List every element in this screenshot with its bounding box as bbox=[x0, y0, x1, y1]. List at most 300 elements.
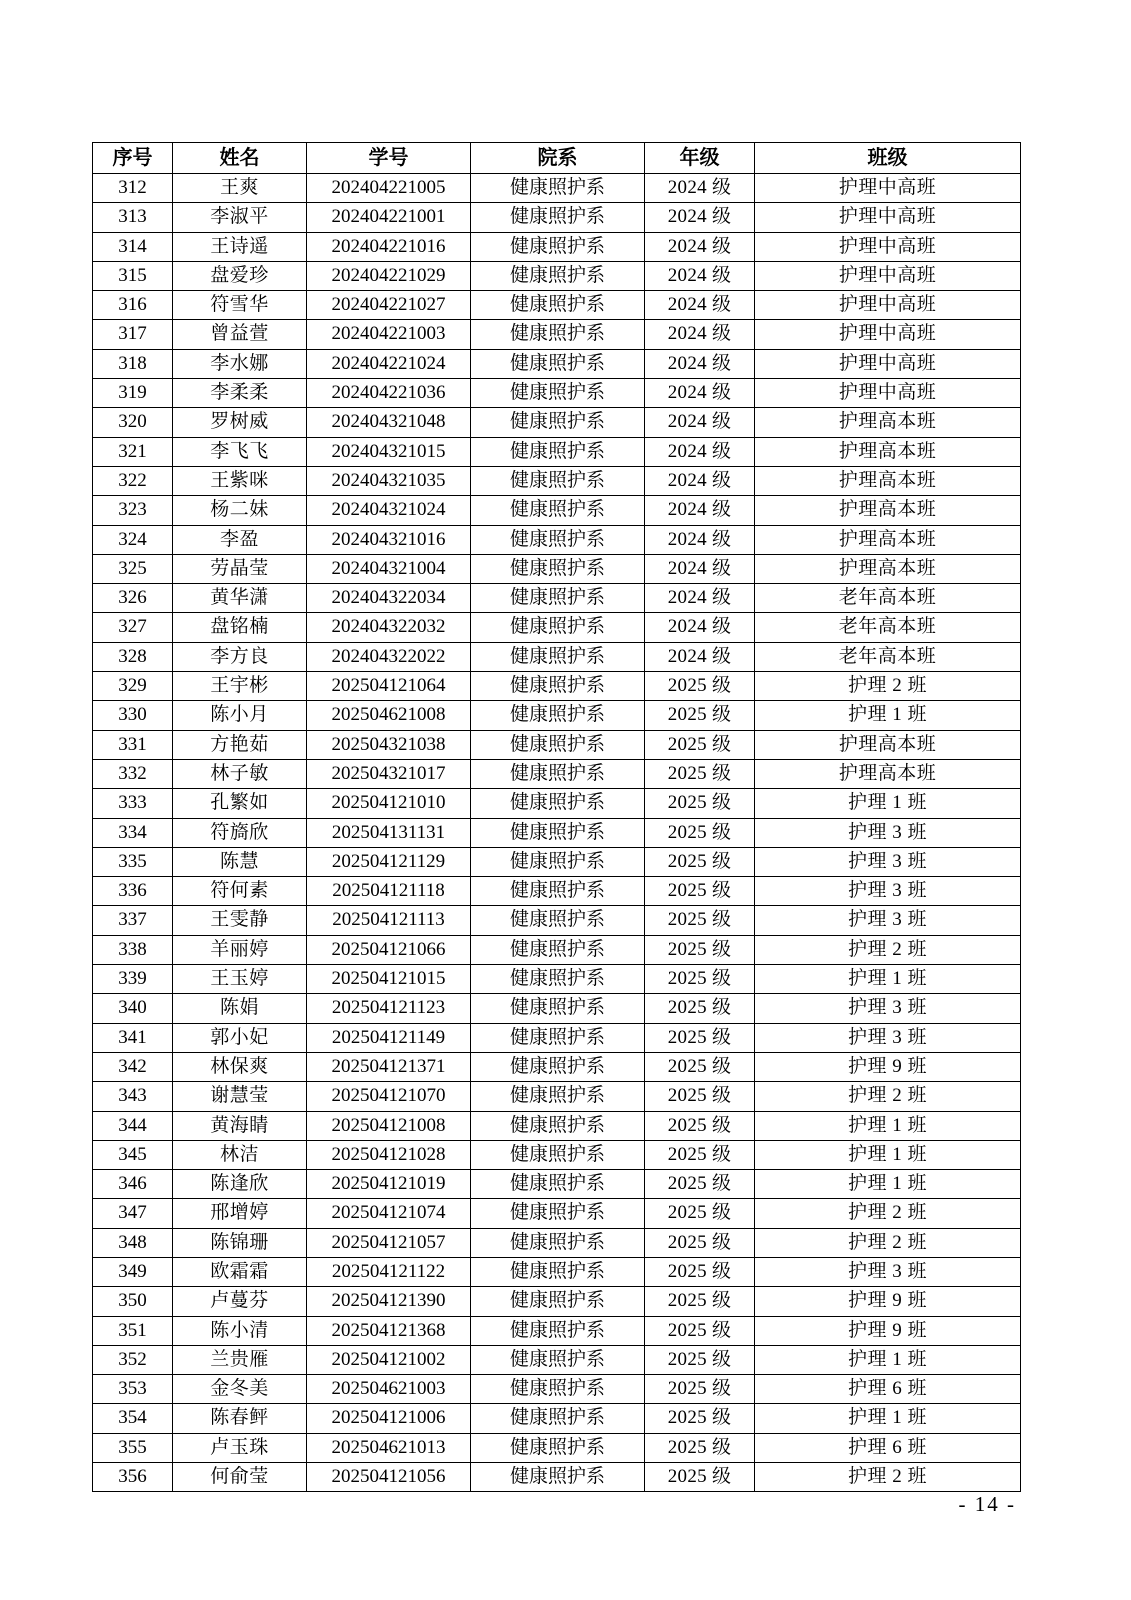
cell-grade: 2024 级 bbox=[645, 174, 755, 203]
table-row bbox=[93, 1111, 1021, 1140]
table-row bbox=[93, 1404, 1021, 1433]
cell-class: 护理 3 班 bbox=[755, 847, 1021, 876]
cell-class: 护理 2 班 bbox=[755, 1228, 1021, 1257]
cell-name: 方艳茹 bbox=[173, 730, 307, 759]
cell-department: 健康照护系 bbox=[471, 1345, 645, 1374]
cell-index: 316 bbox=[93, 291, 173, 320]
cell-index: 337 bbox=[93, 906, 173, 935]
cell-student-id: 202504121066 bbox=[307, 935, 471, 964]
cell-department: 健康照护系 bbox=[471, 349, 645, 378]
cell-index: 330 bbox=[93, 701, 173, 730]
roster-table-container bbox=[92, 142, 1020, 1492]
cell-index: 323 bbox=[93, 496, 173, 525]
table-row bbox=[93, 994, 1021, 1023]
cell-grade: 2024 级 bbox=[645, 408, 755, 437]
cell-index: 352 bbox=[93, 1345, 173, 1374]
cell-student-id: 202504621003 bbox=[307, 1375, 471, 1404]
cell-student-id: 202404221029 bbox=[307, 261, 471, 290]
cell-student-id: 202504121057 bbox=[307, 1228, 471, 1257]
table-row bbox=[93, 232, 1021, 261]
table-row bbox=[93, 1140, 1021, 1169]
cell-class: 护理 1 班 bbox=[755, 1111, 1021, 1140]
table-row bbox=[93, 847, 1021, 876]
cell-department: 健康照护系 bbox=[471, 877, 645, 906]
cell-grade: 2025 级 bbox=[645, 1375, 755, 1404]
table-row bbox=[93, 1199, 1021, 1228]
cell-class: 护理 9 班 bbox=[755, 1316, 1021, 1345]
cell-index: 327 bbox=[93, 613, 173, 642]
cell-name: 邢增婷 bbox=[173, 1199, 307, 1228]
cell-grade: 2025 级 bbox=[645, 730, 755, 759]
cell-department: 健康照护系 bbox=[471, 1199, 645, 1228]
cell-grade: 2024 级 bbox=[645, 203, 755, 232]
cell-name: 曾益萱 bbox=[173, 320, 307, 349]
cell-class: 护理中高班 bbox=[755, 379, 1021, 408]
cell-index: 331 bbox=[93, 730, 173, 759]
cell-student-id: 202404221027 bbox=[307, 291, 471, 320]
cell-grade: 2025 级 bbox=[645, 965, 755, 994]
cell-class: 护理 2 班 bbox=[755, 1082, 1021, 1111]
cell-index: 353 bbox=[93, 1375, 173, 1404]
cell-student-id: 202504121118 bbox=[307, 877, 471, 906]
cell-name: 符旖欣 bbox=[173, 818, 307, 847]
cell-student-id: 202504121122 bbox=[307, 1257, 471, 1286]
cell-grade: 2024 级 bbox=[645, 613, 755, 642]
cell-class: 护理中高班 bbox=[755, 349, 1021, 378]
table-row bbox=[93, 1257, 1021, 1286]
cell-department: 健康照护系 bbox=[471, 1111, 645, 1140]
table-header-row bbox=[93, 143, 1021, 174]
cell-department: 健康照护系 bbox=[471, 1375, 645, 1404]
table-row bbox=[93, 466, 1021, 495]
table-row bbox=[93, 672, 1021, 701]
cell-grade: 2024 级 bbox=[645, 437, 755, 466]
cell-index: 356 bbox=[93, 1463, 173, 1492]
cell-class: 护理 3 班 bbox=[755, 906, 1021, 935]
cell-grade: 2025 级 bbox=[645, 935, 755, 964]
cell-name: 欧霜霜 bbox=[173, 1257, 307, 1286]
cell-class: 护理 3 班 bbox=[755, 877, 1021, 906]
cell-name: 罗树威 bbox=[173, 408, 307, 437]
cell-student-id: 202404322034 bbox=[307, 584, 471, 613]
cell-class: 护理 6 班 bbox=[755, 1375, 1021, 1404]
table-row bbox=[93, 584, 1021, 613]
cell-index: 326 bbox=[93, 584, 173, 613]
table-row bbox=[93, 935, 1021, 964]
cell-department: 健康照护系 bbox=[471, 554, 645, 583]
table-row bbox=[93, 349, 1021, 378]
cell-name: 王宇彬 bbox=[173, 672, 307, 701]
cell-class: 护理 3 班 bbox=[755, 1023, 1021, 1052]
table-row bbox=[93, 320, 1021, 349]
cell-department: 健康照护系 bbox=[471, 642, 645, 671]
cell-index: 354 bbox=[93, 1404, 173, 1433]
cell-student-id: 202504121028 bbox=[307, 1140, 471, 1169]
cell-name: 符何素 bbox=[173, 877, 307, 906]
cell-class: 护理 6 班 bbox=[755, 1433, 1021, 1462]
cell-student-id: 202504121129 bbox=[307, 847, 471, 876]
cell-grade: 2025 级 bbox=[645, 1316, 755, 1345]
cell-class: 护理高本班 bbox=[755, 466, 1021, 495]
cell-name: 陈逢欣 bbox=[173, 1170, 307, 1199]
table-body bbox=[93, 174, 1021, 1492]
table-row bbox=[93, 789, 1021, 818]
table-row bbox=[93, 1082, 1021, 1111]
table-row bbox=[93, 261, 1021, 290]
cell-student-id: 202404321015 bbox=[307, 437, 471, 466]
cell-name: 陈春鲆 bbox=[173, 1404, 307, 1433]
cell-student-id: 202404322022 bbox=[307, 642, 471, 671]
cell-name: 李盈 bbox=[173, 525, 307, 554]
cell-grade: 2025 级 bbox=[645, 1170, 755, 1199]
table-row bbox=[93, 1228, 1021, 1257]
cell-class: 护理 1 班 bbox=[755, 789, 1021, 818]
cell-grade: 2025 级 bbox=[645, 994, 755, 1023]
cell-class: 护理 1 班 bbox=[755, 965, 1021, 994]
cell-class: 老年高本班 bbox=[755, 584, 1021, 613]
cell-name: 黄华潇 bbox=[173, 584, 307, 613]
cell-name: 何俞莹 bbox=[173, 1463, 307, 1492]
cell-grade: 2025 级 bbox=[645, 877, 755, 906]
cell-index: 328 bbox=[93, 642, 173, 671]
cell-department: 健康照护系 bbox=[471, 320, 645, 349]
cell-index: 325 bbox=[93, 554, 173, 583]
table-row bbox=[93, 1287, 1021, 1316]
cell-name: 符雪华 bbox=[173, 291, 307, 320]
cell-index: 336 bbox=[93, 877, 173, 906]
cell-name: 王玉婷 bbox=[173, 965, 307, 994]
cell-student-id: 202404221024 bbox=[307, 349, 471, 378]
cell-student-id: 202404321016 bbox=[307, 525, 471, 554]
cell-class: 护理高本班 bbox=[755, 730, 1021, 759]
cell-student-id: 202504121010 bbox=[307, 789, 471, 818]
cell-index: 335 bbox=[93, 847, 173, 876]
cell-index: 322 bbox=[93, 466, 173, 495]
table-header bbox=[93, 143, 1021, 174]
cell-class: 护理中高班 bbox=[755, 174, 1021, 203]
cell-student-id: 202504121008 bbox=[307, 1111, 471, 1140]
cell-grade: 2024 级 bbox=[645, 554, 755, 583]
table-row bbox=[93, 730, 1021, 759]
cell-grade: 2024 级 bbox=[645, 466, 755, 495]
cell-grade: 2024 级 bbox=[645, 261, 755, 290]
cell-department: 健康照护系 bbox=[471, 847, 645, 876]
cell-class: 护理中高班 bbox=[755, 320, 1021, 349]
cell-department: 健康照护系 bbox=[471, 261, 645, 290]
cell-index: 319 bbox=[93, 379, 173, 408]
table-row bbox=[93, 1463, 1021, 1492]
cell-student-id: 202504621013 bbox=[307, 1433, 471, 1462]
student-roster-table bbox=[92, 142, 1021, 1492]
cell-grade: 2025 级 bbox=[645, 789, 755, 818]
cell-index: 315 bbox=[93, 261, 173, 290]
cell-student-id: 202404322032 bbox=[307, 613, 471, 642]
table-row bbox=[93, 379, 1021, 408]
cell-grade: 2024 级 bbox=[645, 584, 755, 613]
cell-class: 护理 2 班 bbox=[755, 1463, 1021, 1492]
cell-name: 兰贵雁 bbox=[173, 1345, 307, 1374]
cell-department: 健康照护系 bbox=[471, 701, 645, 730]
cell-name: 黄海睛 bbox=[173, 1111, 307, 1140]
cell-department: 健康照护系 bbox=[471, 1433, 645, 1462]
cell-class: 护理 1 班 bbox=[755, 1140, 1021, 1169]
cell-grade: 2025 级 bbox=[645, 1287, 755, 1316]
cell-grade: 2024 级 bbox=[645, 642, 755, 671]
cell-index: 329 bbox=[93, 672, 173, 701]
cell-grade: 2025 级 bbox=[645, 1199, 755, 1228]
cell-index: 346 bbox=[93, 1170, 173, 1199]
cell-index: 320 bbox=[93, 408, 173, 437]
cell-name: 林洁 bbox=[173, 1140, 307, 1169]
table-row bbox=[93, 291, 1021, 320]
cell-name: 王紫咪 bbox=[173, 466, 307, 495]
cell-grade: 2025 级 bbox=[645, 672, 755, 701]
cell-student-id: 202504121019 bbox=[307, 1170, 471, 1199]
cell-student-id: 202404321004 bbox=[307, 554, 471, 583]
cell-department: 健康照护系 bbox=[471, 1287, 645, 1316]
cell-name: 李水娜 bbox=[173, 349, 307, 378]
cell-grade: 2025 级 bbox=[645, 701, 755, 730]
cell-class: 护理 9 班 bbox=[755, 1287, 1021, 1316]
cell-name: 谢慧莹 bbox=[173, 1082, 307, 1111]
cell-student-id: 202404321048 bbox=[307, 408, 471, 437]
cell-department: 健康照护系 bbox=[471, 1228, 645, 1257]
cell-name: 羊丽婷 bbox=[173, 935, 307, 964]
cell-index: 343 bbox=[93, 1082, 173, 1111]
cell-department: 健康照护系 bbox=[471, 1316, 645, 1345]
cell-grade: 2025 级 bbox=[645, 1433, 755, 1462]
cell-department: 健康照护系 bbox=[471, 789, 645, 818]
cell-department: 健康照护系 bbox=[471, 1404, 645, 1433]
cell-class: 护理高本班 bbox=[755, 496, 1021, 525]
column-header-student-id: 学号 bbox=[307, 143, 471, 174]
cell-class: 护理 2 班 bbox=[755, 935, 1021, 964]
cell-name: 盘铭楠 bbox=[173, 613, 307, 642]
cell-department: 健康照护系 bbox=[471, 408, 645, 437]
cell-index: 348 bbox=[93, 1228, 173, 1257]
cell-class: 护理 2 班 bbox=[755, 672, 1021, 701]
cell-name: 卢玉珠 bbox=[173, 1433, 307, 1462]
cell-department: 健康照护系 bbox=[471, 379, 645, 408]
cell-student-id: 202404321024 bbox=[307, 496, 471, 525]
cell-index: 332 bbox=[93, 759, 173, 788]
cell-department: 健康照护系 bbox=[471, 935, 645, 964]
cell-grade: 2025 级 bbox=[645, 1228, 755, 1257]
table-row bbox=[93, 1433, 1021, 1462]
cell-class: 护理 3 班 bbox=[755, 818, 1021, 847]
table-row bbox=[93, 613, 1021, 642]
cell-student-id: 202504121002 bbox=[307, 1345, 471, 1374]
cell-name: 陈慧 bbox=[173, 847, 307, 876]
page-number: - 14 - bbox=[958, 1492, 1016, 1516]
cell-name: 陈小清 bbox=[173, 1316, 307, 1345]
column-header-index: 序号 bbox=[93, 143, 173, 174]
cell-grade: 2025 级 bbox=[645, 759, 755, 788]
cell-name: 王诗遥 bbox=[173, 232, 307, 261]
cell-index: 313 bbox=[93, 203, 173, 232]
cell-grade: 2025 级 bbox=[645, 1345, 755, 1374]
cell-name: 陈小月 bbox=[173, 701, 307, 730]
table-row bbox=[93, 525, 1021, 554]
cell-department: 健康照护系 bbox=[471, 994, 645, 1023]
cell-student-id: 202504131131 bbox=[307, 818, 471, 847]
cell-grade: 2024 级 bbox=[645, 525, 755, 554]
cell-class: 护理 9 班 bbox=[755, 1052, 1021, 1081]
table-row bbox=[93, 408, 1021, 437]
cell-name: 孔繁如 bbox=[173, 789, 307, 818]
cell-department: 健康照护系 bbox=[471, 1052, 645, 1081]
cell-class: 护理 1 班 bbox=[755, 1404, 1021, 1433]
cell-name: 杨二妹 bbox=[173, 496, 307, 525]
cell-grade: 2024 级 bbox=[645, 291, 755, 320]
cell-grade: 2025 级 bbox=[645, 1052, 755, 1081]
cell-department: 健康照护系 bbox=[471, 1082, 645, 1111]
cell-name: 金冬美 bbox=[173, 1375, 307, 1404]
cell-name: 李飞飞 bbox=[173, 437, 307, 466]
cell-name: 李柔柔 bbox=[173, 379, 307, 408]
table-row bbox=[93, 1345, 1021, 1374]
cell-student-id: 202504121064 bbox=[307, 672, 471, 701]
cell-index: 333 bbox=[93, 789, 173, 818]
cell-index: 342 bbox=[93, 1052, 173, 1081]
cell-department: 健康照护系 bbox=[471, 906, 645, 935]
cell-grade: 2025 级 bbox=[645, 906, 755, 935]
cell-department: 健康照护系 bbox=[471, 613, 645, 642]
cell-class: 护理高本班 bbox=[755, 437, 1021, 466]
cell-class: 护理中高班 bbox=[755, 203, 1021, 232]
cell-class: 护理 2 班 bbox=[755, 1199, 1021, 1228]
cell-grade: 2024 级 bbox=[645, 232, 755, 261]
cell-department: 健康照护系 bbox=[471, 1140, 645, 1169]
cell-class: 护理高本班 bbox=[755, 525, 1021, 554]
cell-department: 健康照护系 bbox=[471, 730, 645, 759]
cell-department: 健康照护系 bbox=[471, 965, 645, 994]
cell-index: 318 bbox=[93, 349, 173, 378]
cell-class: 老年高本班 bbox=[755, 613, 1021, 642]
cell-department: 健康照护系 bbox=[471, 291, 645, 320]
cell-class: 老年高本班 bbox=[755, 642, 1021, 671]
cell-grade: 2025 级 bbox=[645, 1404, 755, 1433]
cell-student-id: 202404221005 bbox=[307, 174, 471, 203]
table-row bbox=[93, 818, 1021, 847]
cell-index: 344 bbox=[93, 1111, 173, 1140]
cell-student-id: 202504121056 bbox=[307, 1463, 471, 1492]
cell-grade: 2024 级 bbox=[645, 379, 755, 408]
cell-grade: 2025 级 bbox=[645, 1463, 755, 1492]
cell-class: 护理 3 班 bbox=[755, 994, 1021, 1023]
cell-index: 345 bbox=[93, 1140, 173, 1169]
cell-index: 321 bbox=[93, 437, 173, 466]
table-row bbox=[93, 1052, 1021, 1081]
cell-department: 健康照护系 bbox=[471, 437, 645, 466]
cell-index: 341 bbox=[93, 1023, 173, 1052]
cell-class: 护理高本班 bbox=[755, 759, 1021, 788]
cell-student-id: 202504121149 bbox=[307, 1023, 471, 1052]
cell-department: 健康照护系 bbox=[471, 672, 645, 701]
cell-grade: 2025 级 bbox=[645, 1140, 755, 1169]
cell-index: 324 bbox=[93, 525, 173, 554]
column-header-department: 院系 bbox=[471, 143, 645, 174]
cell-name: 王爽 bbox=[173, 174, 307, 203]
column-header-grade: 年级 bbox=[645, 143, 755, 174]
table-row bbox=[93, 759, 1021, 788]
cell-grade: 2025 级 bbox=[645, 1023, 755, 1052]
cell-name: 劳晶莹 bbox=[173, 554, 307, 583]
cell-student-id: 202504121006 bbox=[307, 1404, 471, 1433]
cell-index: 339 bbox=[93, 965, 173, 994]
table-row bbox=[93, 437, 1021, 466]
table-row bbox=[93, 203, 1021, 232]
cell-class: 护理中高班 bbox=[755, 232, 1021, 261]
cell-name: 林保爽 bbox=[173, 1052, 307, 1081]
cell-student-id: 202504321017 bbox=[307, 759, 471, 788]
cell-name: 王雯静 bbox=[173, 906, 307, 935]
cell-class: 护理高本班 bbox=[755, 554, 1021, 583]
cell-student-id: 202504121390 bbox=[307, 1287, 471, 1316]
cell-class: 护理中高班 bbox=[755, 261, 1021, 290]
cell-index: 334 bbox=[93, 818, 173, 847]
cell-student-id: 202504121113 bbox=[307, 906, 471, 935]
cell-name: 陈娟 bbox=[173, 994, 307, 1023]
cell-department: 健康照护系 bbox=[471, 1170, 645, 1199]
cell-name: 林子敏 bbox=[173, 759, 307, 788]
cell-grade: 2025 级 bbox=[645, 847, 755, 876]
cell-student-id: 202404221003 bbox=[307, 320, 471, 349]
cell-grade: 2025 级 bbox=[645, 818, 755, 847]
cell-department: 健康照护系 bbox=[471, 466, 645, 495]
column-header-class: 班级 bbox=[755, 143, 1021, 174]
cell-grade: 2025 级 bbox=[645, 1111, 755, 1140]
cell-index: 317 bbox=[93, 320, 173, 349]
column-header-name: 姓名 bbox=[173, 143, 307, 174]
cell-student-id: 202504121074 bbox=[307, 1199, 471, 1228]
cell-student-id: 202504121070 bbox=[307, 1082, 471, 1111]
cell-index: 340 bbox=[93, 994, 173, 1023]
table-row bbox=[93, 701, 1021, 730]
cell-index: 347 bbox=[93, 1199, 173, 1228]
cell-department: 健康照护系 bbox=[471, 525, 645, 554]
cell-grade: 2024 级 bbox=[645, 349, 755, 378]
table-row bbox=[93, 1375, 1021, 1404]
cell-grade: 2024 级 bbox=[645, 496, 755, 525]
table-row bbox=[93, 496, 1021, 525]
cell-grade: 2024 级 bbox=[645, 320, 755, 349]
table-row bbox=[93, 877, 1021, 906]
cell-department: 健康照护系 bbox=[471, 203, 645, 232]
cell-class: 护理 1 班 bbox=[755, 701, 1021, 730]
cell-grade: 2025 级 bbox=[645, 1082, 755, 1111]
cell-student-id: 202504621008 bbox=[307, 701, 471, 730]
cell-student-id: 202404221016 bbox=[307, 232, 471, 261]
cell-department: 健康照护系 bbox=[471, 232, 645, 261]
cell-class: 护理中高班 bbox=[755, 291, 1021, 320]
table-row bbox=[93, 965, 1021, 994]
cell-department: 健康照护系 bbox=[471, 818, 645, 847]
cell-name: 盘爱珍 bbox=[173, 261, 307, 290]
cell-student-id: 202504121368 bbox=[307, 1316, 471, 1345]
cell-grade: 2025 级 bbox=[645, 1257, 755, 1286]
cell-class: 护理 3 班 bbox=[755, 1257, 1021, 1286]
cell-student-id: 202404221001 bbox=[307, 203, 471, 232]
cell-index: 314 bbox=[93, 232, 173, 261]
cell-department: 健康照护系 bbox=[471, 496, 645, 525]
cell-name: 郭小妃 bbox=[173, 1023, 307, 1052]
cell-name: 陈锦珊 bbox=[173, 1228, 307, 1257]
cell-name: 李方良 bbox=[173, 642, 307, 671]
table-row bbox=[93, 1316, 1021, 1345]
cell-department: 健康照护系 bbox=[471, 759, 645, 788]
table-row bbox=[93, 1170, 1021, 1199]
